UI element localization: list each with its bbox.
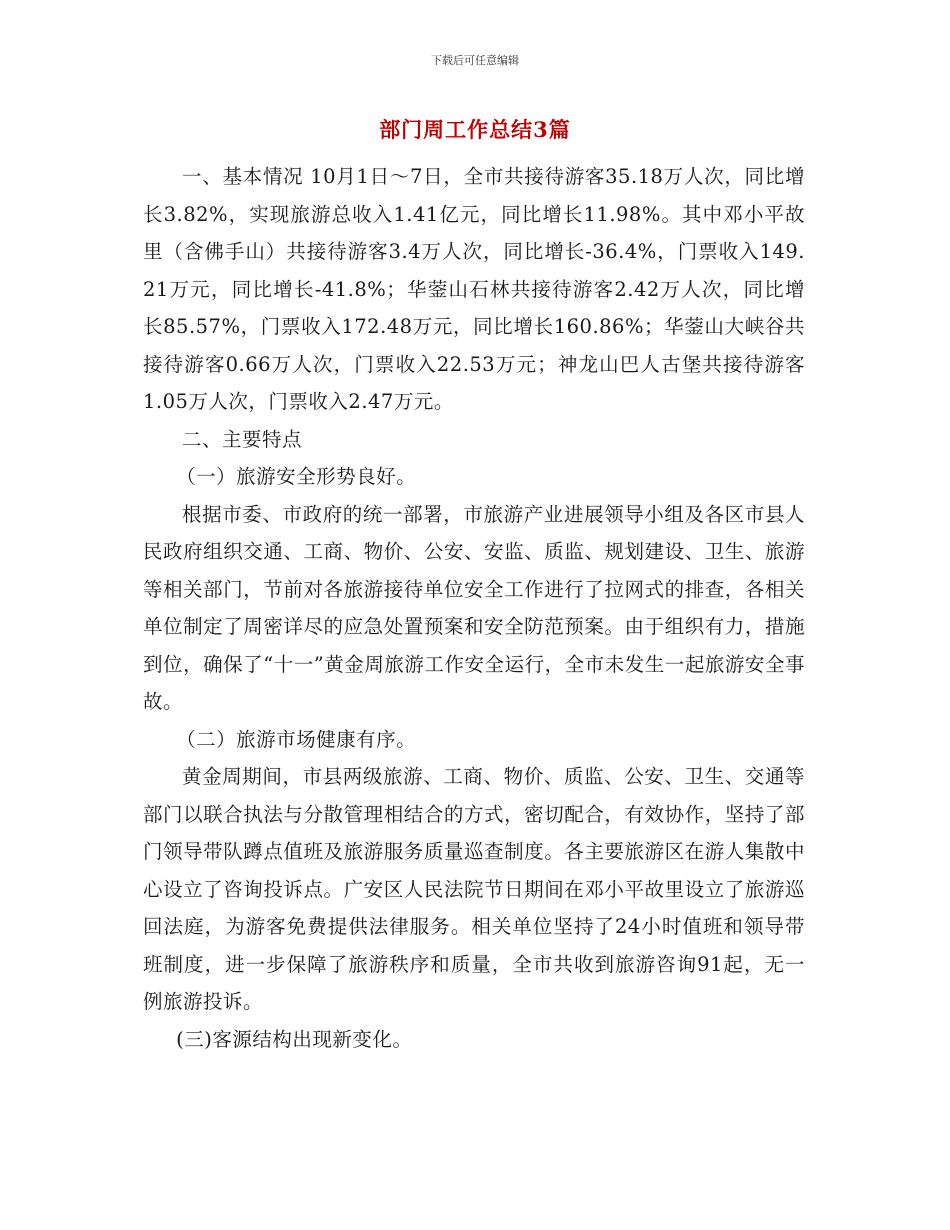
heading-main-features: 二、主要特点 (182, 427, 303, 451)
document-title: 部门周工作总结3篇 (379, 117, 571, 142)
subheading-market: （二）旅游市场健康有序。 (176, 727, 417, 751)
page-header: 下载后可任意编辑 (431, 54, 519, 67)
paragraph-market: 黄金周期间，市县两级旅游、工商、物价、质监、公安、卫生、交通等部门以联合执法与分散管理相结合的方式，密切配合，有效协作，坚持了部门领导带队蹲点值班及旅游服务质量巡查制度。各主要旅游区在游人集散中心设立了咨询投诉点。广安区人民法院节日期间在邓小平故里设立了旅游巡回法庭，为游客免费提供法律服务。相关单位坚持了24小时值班和领导带班制度，进一步保障了旅游秩序和质量，全市共收到旅游咨询91起，无一例旅游投诉。 (143, 765, 805, 1013)
paragraph-basic-situation: 一、基本情况 10月1日～7日，全市共接待游客35.18万人次，同比增长3.82%，实现旅游总收入1.41亿元，同比增长11.98%。其中邓小平故里（含佛手山）共接待游客3.4万人次，同比增长-36.4%，门票收入149.21万元，同比增长-41.8%；华蓥山石林共接待游客2.42万人次，同比增长85.57%，门票收入172.48万元，同比增长160.86%；华蓥山大峡谷共接待游客0.66万人次，门票收入22.53万元；神龙山巴人古堡共接待游客1.05万人次，门票收入2.47万元。 (143, 165, 805, 413)
subheading-visitor-structure: (三)客源结构出现新变化。 (176, 1027, 413, 1051)
document-body (143, 158, 805, 1058)
subheading-safety: （一）旅游安全形势良好。 (176, 465, 417, 488)
paragraph-safety: 根据市委、市政府的统一部署，市旅游产业进展领导小组及各区市县人民政府组织交通、工商、物价、公安、安监、质监、规划建设、卫生、旅游等相关部门，节前对各旅游接待单位安全工作进行了拉网式的排查，各相关单位制定了周密详尽的应急处置预案和安全防范预案。由于组织有力，措施到位，确保了“十一”黄金周旅游工作安全运行，全市未发生一起旅游安全事故。 (143, 502, 805, 713)
